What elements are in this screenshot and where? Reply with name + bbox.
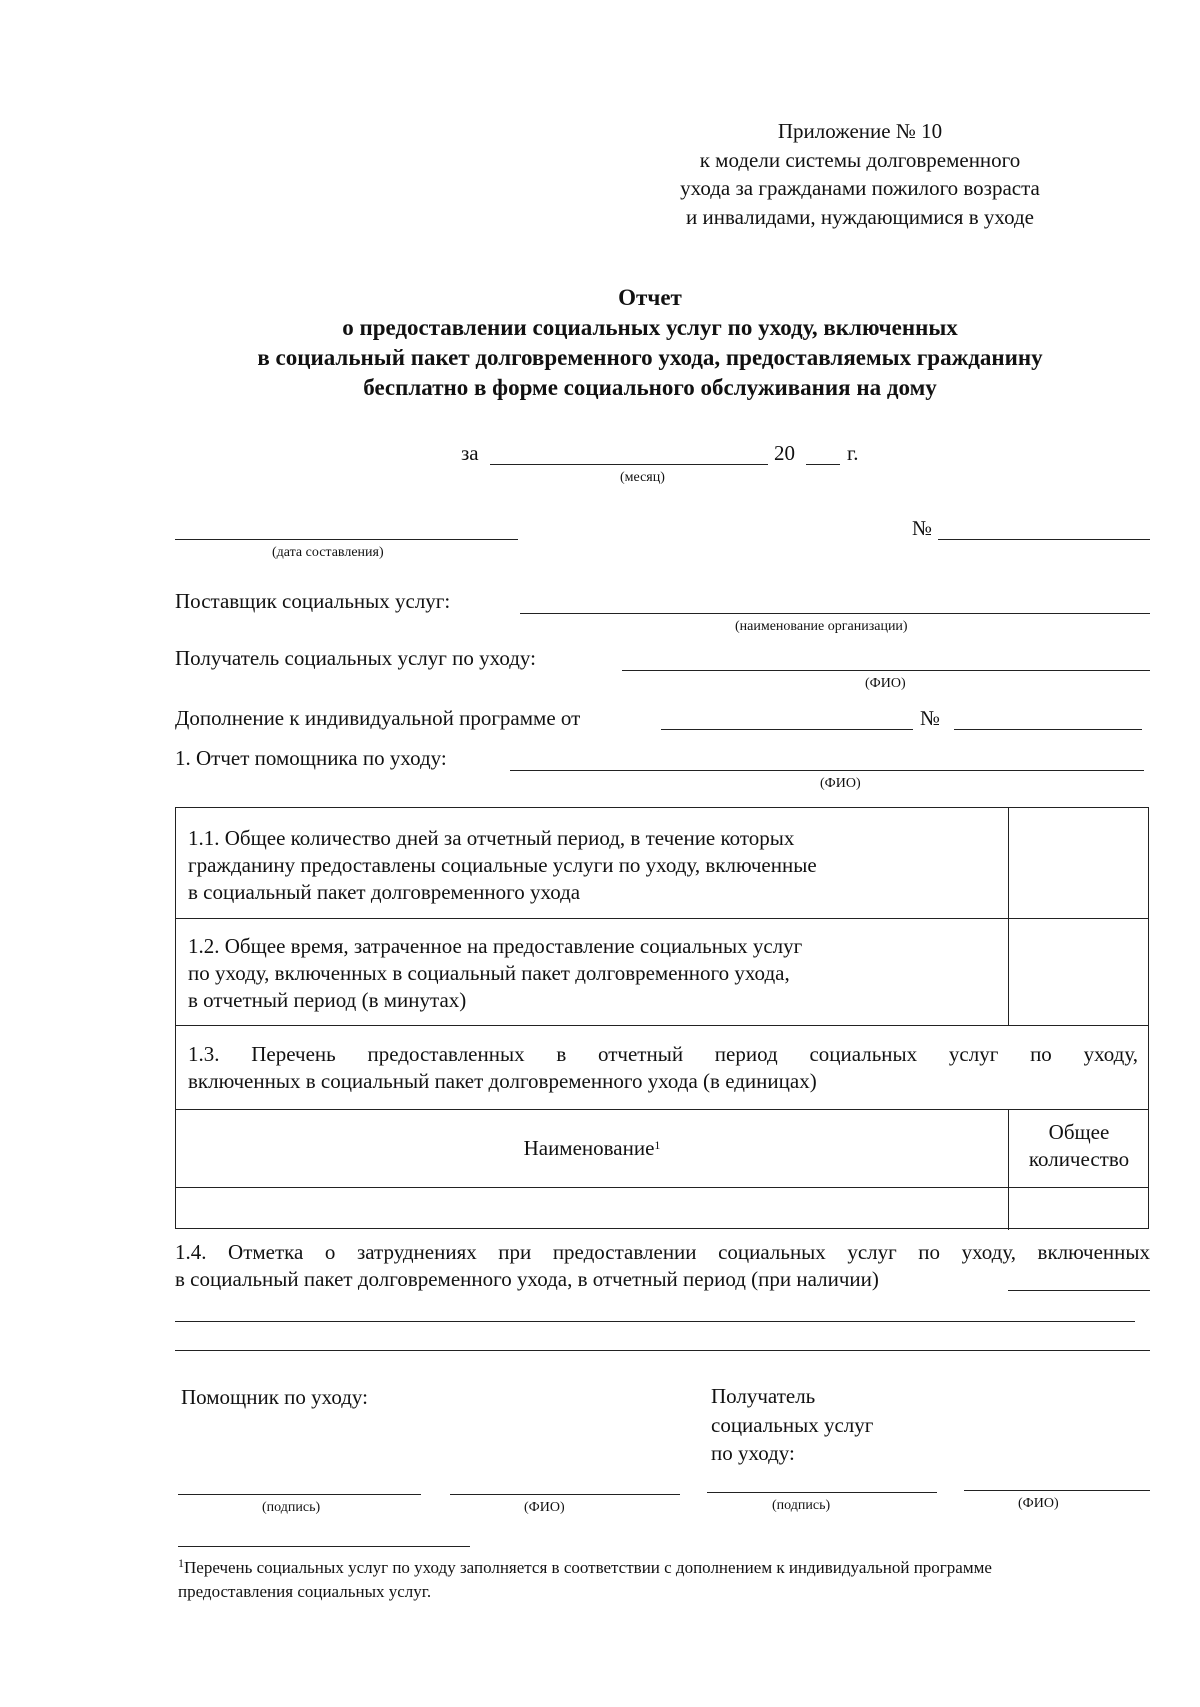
- difficulties-field-inline[interactable]: [1008, 1290, 1150, 1291]
- row-services-line-1: 1.3. Перечень предоставленных в отчетный период социальных услуг по уходу,: [188, 1042, 1138, 1066]
- recipient-signature-line-3: по уходу:: [711, 1441, 795, 1465]
- column-header-name: [176, 1135, 1008, 1162]
- title-line-1: Отчет: [618, 285, 682, 310]
- time-value-cell[interactable]: [1010, 918, 1148, 1025]
- appendix-line-1: Приложение № 10: [777, 119, 943, 143]
- footnote-ref: 1: [654, 1138, 661, 1152]
- recipient-name-field[interactable]: [964, 1490, 1150, 1491]
- assistant-name-field[interactable]: [450, 1494, 680, 1495]
- table-row-time: [188, 933, 998, 1014]
- recipient-signature-field[interactable]: [707, 1492, 937, 1493]
- footnote-line-2: предоставления социальных услуг.: [178, 1582, 432, 1601]
- title-line-3: в социальный пакет долговременного ухода, предоставляемых гражданину: [257, 345, 1043, 370]
- number-field[interactable]: [938, 539, 1150, 540]
- supplement-number-label: №: [920, 706, 941, 730]
- table-divider: [176, 1025, 1148, 1026]
- title-line-4: бесплатно в форме социального обслуживания на дому: [363, 375, 937, 400]
- number-label: №: [912, 516, 933, 540]
- difficulties-field-line-3[interactable]: [175, 1350, 1150, 1351]
- row-days-line-3: в социальный пакет долговременного ухода: [188, 880, 581, 904]
- appendix-line-2: к модели системы долговременного: [699, 147, 1021, 172]
- recipient-label: Получатель социальных услуг по уходу:: [175, 646, 536, 670]
- provider-label: Поставщик социальных услуг:: [175, 589, 451, 613]
- year-field[interactable]: [806, 464, 840, 465]
- column-header-total: [1010, 1119, 1148, 1173]
- table-divider: [1008, 808, 1009, 1025]
- date-caption: (дата составления): [272, 545, 384, 560]
- row-days-line-2: гражданину предоставлены социальные услуги по уходу, включенные: [188, 853, 817, 877]
- provider-field[interactable]: [520, 613, 1150, 614]
- supplement-number-field[interactable]: [954, 729, 1142, 730]
- recipient-signature-caption: (подпись): [772, 1498, 831, 1513]
- table-row-services: [188, 1041, 1138, 1095]
- assistant-caption: (ФИО): [820, 776, 861, 791]
- report-table: [175, 807, 1149, 1229]
- document-title: [150, 283, 1150, 403]
- period-year-prefix: 20: [774, 441, 795, 465]
- month-caption: (месяц): [620, 470, 665, 485]
- supplement-label: Дополнение к индивидуальной программе от: [175, 706, 581, 730]
- row-days-line-1: 1.1. Общее количество дней за отчетный период, в течение которых: [188, 826, 795, 850]
- row-time-line-3: в отчетный период (в минутах): [188, 988, 467, 1012]
- footnote: [178, 1556, 1153, 1604]
- date-field[interactable]: [175, 539, 518, 540]
- month-field[interactable]: [490, 464, 768, 465]
- difficulties-line-2: в социальный пакет долговременного ухода, в отчетный период (при наличии): [175, 1267, 879, 1291]
- table-divider: [176, 1109, 1148, 1110]
- footnote-line-1: Перечень социальных услуг по уходу заполняется в соответствии с дополнением к индивидуальной программе: [184, 1558, 992, 1577]
- table-row-days: [188, 825, 998, 906]
- table-divider: [1008, 1109, 1009, 1230]
- service-name-cell[interactable]: [176, 1187, 1008, 1229]
- service-total-cell[interactable]: [1010, 1187, 1148, 1229]
- difficulties-field-line-2[interactable]: [175, 1321, 1135, 1322]
- appendix-line-3: ухода за гражданами пожилого возраста: [680, 176, 1040, 200]
- row-time-line-2: по уходу, включенных в социальный пакет долговременного ухода,: [188, 961, 790, 985]
- period-prefix: за: [461, 441, 479, 465]
- recipient-name-caption: (ФИО): [1018, 1496, 1059, 1511]
- provider-caption: (наименование организации): [735, 619, 908, 634]
- assistant-signature-field[interactable]: [178, 1494, 421, 1495]
- row-time-line-1: 1.2. Общее время, затраченное на предоставление социальных услуг: [188, 934, 803, 958]
- table-divider: [176, 918, 1148, 919]
- supplement-date-field[interactable]: [661, 729, 913, 730]
- title-line-2: о предоставлении социальных услуг по уходу, включенных: [342, 315, 958, 340]
- column-header-name-text: Наименование: [523, 1136, 655, 1160]
- assistant-report-label: 1. Отчет помощника по уходу:: [175, 746, 447, 770]
- appendix-line-4: и инвалидами, нуждающимися в уходе: [686, 204, 1034, 229]
- column-header-total-line-1: Общее: [1048, 1120, 1110, 1144]
- recipient-signature-line-2: социальных услуг: [711, 1412, 874, 1437]
- assistant-field[interactable]: [510, 770, 1144, 771]
- footnote-mark: 1: [178, 1556, 184, 1570]
- recipient-signature-line-1: Получатель: [711, 1384, 816, 1408]
- assistant-name-caption: (ФИО): [524, 1500, 565, 1515]
- recipient-signature-label: [711, 1382, 873, 1468]
- difficulties-line-1: 1.4. Отметка о затруднениях при предоставлении социальных услуг по уходу, включенных: [175, 1240, 1150, 1264]
- days-value-cell[interactable]: [1010, 808, 1148, 918]
- row-services-line-2: включенных в социальный пакет долговременного ухода (в единицах): [188, 1069, 817, 1093]
- assistant-signature-label: Помощник по уходу:: [181, 1385, 368, 1409]
- assistant-signature-caption: (подпись): [262, 1500, 321, 1515]
- appendix-block: [610, 117, 1110, 231]
- recipient-field[interactable]: [622, 670, 1150, 671]
- period-year-suffix: г.: [847, 441, 859, 465]
- footnote-separator: [178, 1546, 470, 1547]
- recipient-caption: (ФИО): [865, 676, 906, 691]
- column-header-total-line-2: количество: [1028, 1147, 1130, 1171]
